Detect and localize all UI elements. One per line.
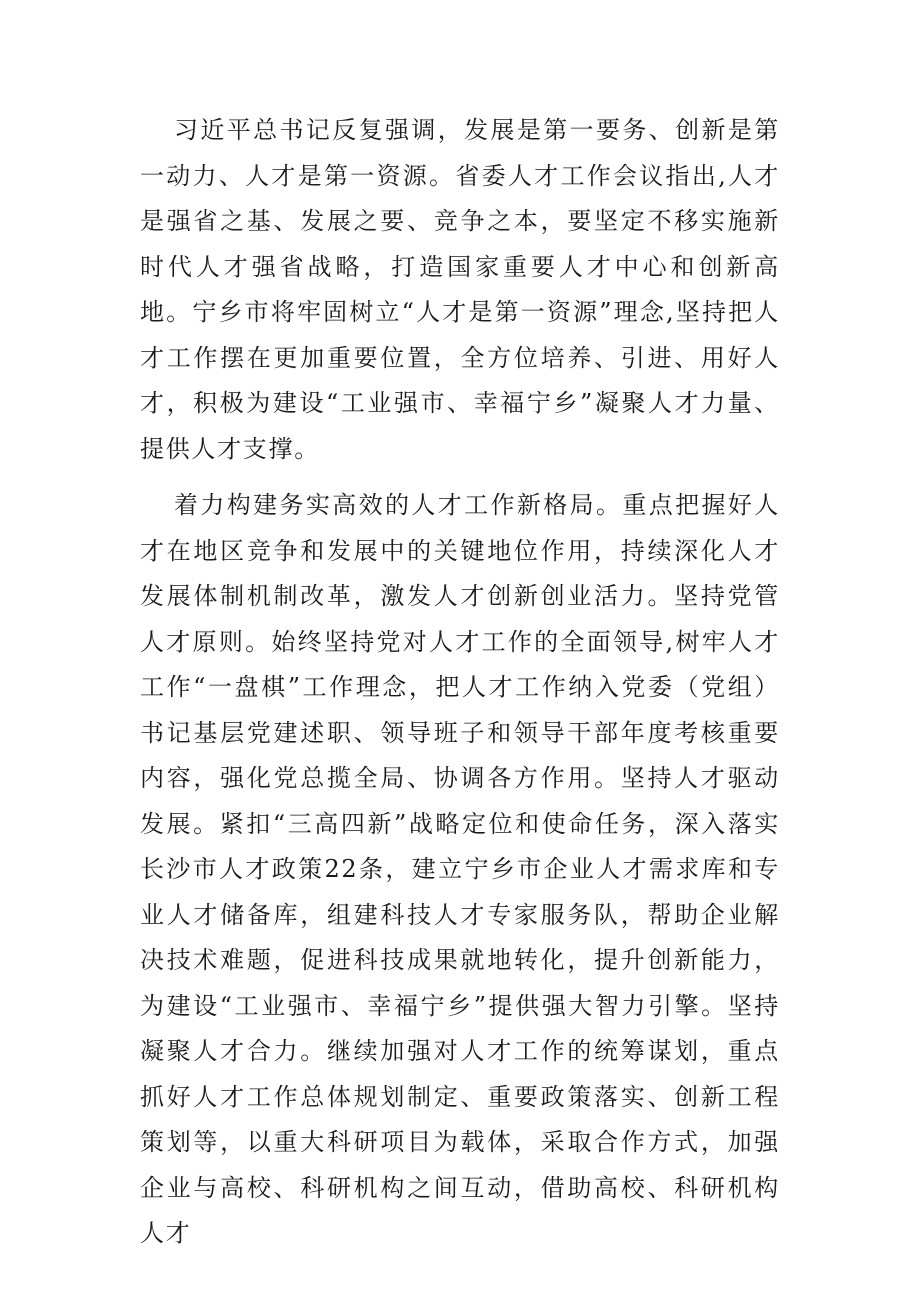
document-body	[140, 108, 780, 1257]
paragraph-intro: 习近平总书记反复强调，发展是第一要务、创新是第一动力、人才是第一资源。省委人才工作会议指出,人才是强省之基、发展之要、竞争之本，要坚定不移实施新时代人才强省战略，打造国家重要人才中心和创新高地。宁乡市将牢固树立“人才是第一资源”理念,坚持把人才工作摆在更加重要位置，全方位培养、引进、用好人才，积极为建设“工业强市、幸福宁乡”凝聚人才力量、提供人才支撑。	[140, 116, 780, 463]
paragraph-talent-pattern: 着力构建务实高效的人才工作新格局。重点把握好人才在地区竞争和发展中的关键地位作用，持续深化人才发展体制机制改革，激发人才创新创业活力。坚持党管人才原则。始终坚持党对人才工作的全面领导,树牢人才工作“一盘棋”工作理念，把人才工作纳入党委（党组）书记基层党建述职、领导班子和领导干部年度考核重要内容，强化党总揽全局、协调各方作用。坚持人才驱动发展。紧扣“三高四新”战略定位和使命任务，深入落实长沙市人才政策22条，建立宁乡市企业人才需求库和专业人才储备库，组建科技人才专家服务队，帮助企业解决技术难题，促进科技成果就地转化，提升创新能力，为建设“工业强市、幸福宁乡”提供强大智力引擎。坚持凝聚人才合力。继续加强对人才工作的统筹谋划，重点抓好人才工作总体规划制定、重要政策落实、创新工程策划等，以重大科研项目为载体，采取合作方式，加强企业与高校、科研机构之间互动，借助高校、科研机构人才	[140, 491, 780, 1247]
